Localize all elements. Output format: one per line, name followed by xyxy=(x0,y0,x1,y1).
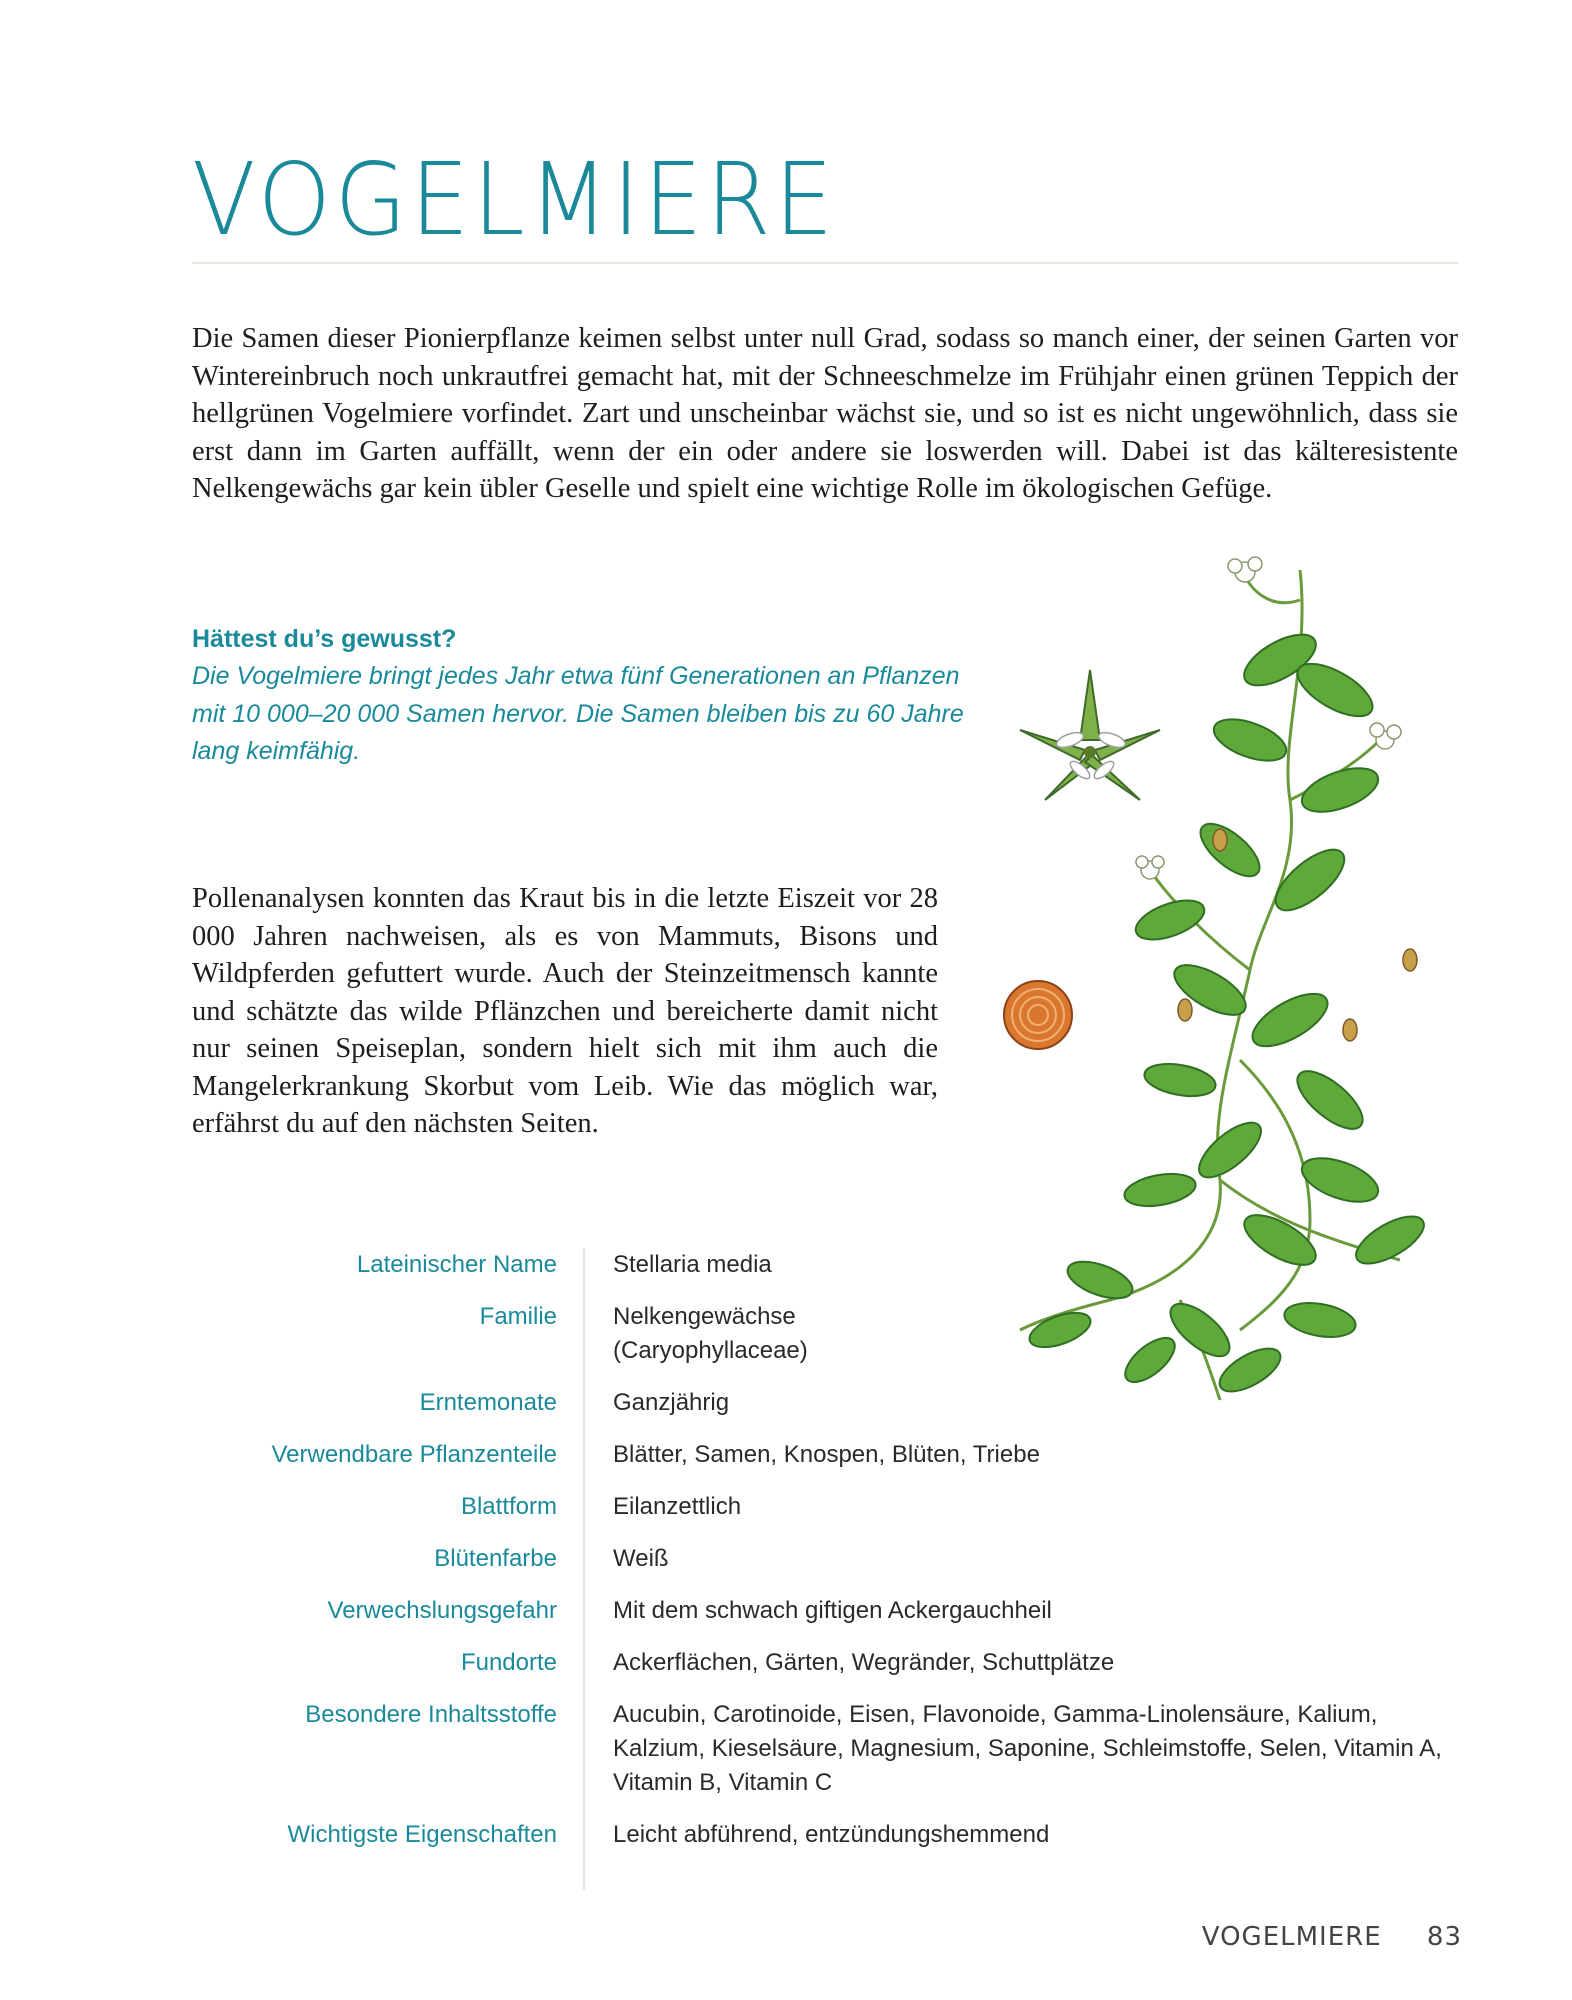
profile-row xyxy=(192,1248,1472,1282)
profile-row xyxy=(192,1542,1472,1576)
profile-label: Verwendbare Pflanzenteile xyxy=(271,1441,557,1468)
profile-label: Fundorte xyxy=(460,1649,557,1676)
profile-value: Eilanzettlich xyxy=(613,1493,742,1520)
profile-value: Leicht abführend, entzündungshemmend xyxy=(613,1821,1050,1848)
profile-row xyxy=(192,1490,1472,1524)
flower-detail-illustration xyxy=(1000,660,1180,830)
page-title: VOGELMIERE xyxy=(192,141,837,258)
profile-value: Aucubin, Carotinoide, Eisen, Flavonoide, Gamma-Linolensäure, Kalium, Kalzium, Kieselsäure, Magnesium, Saponine, Schleimstoffe, Selen, Vitamin A, Vitamin B, Vitamin C xyxy=(613,1701,1442,1796)
profile-row xyxy=(192,1438,1472,1472)
profile-row xyxy=(192,1646,1472,1680)
profile-value: Weiß xyxy=(613,1545,669,1572)
profile-label: Erntemonate xyxy=(419,1389,557,1416)
profile-value: Mit dem schwach giftigen Ackergauchheil xyxy=(613,1597,1052,1624)
profile-row xyxy=(192,1386,1472,1420)
profile-value: Ackerflächen, Gärten, Wegränder, Schuttplätze xyxy=(613,1649,1115,1676)
fact-box xyxy=(192,620,992,771)
profile-row xyxy=(192,1594,1472,1628)
profile-label: Besondere Inhaltsstoffe xyxy=(305,1701,557,1728)
profile-row xyxy=(192,1300,1472,1368)
seed-illustration xyxy=(998,975,1078,1055)
profile-label: Blattform xyxy=(460,1493,557,1520)
profile-row xyxy=(192,1818,1472,1852)
profile-label: Familie xyxy=(479,1303,557,1330)
fact-title: Hättest du’s gewusst? xyxy=(192,625,457,653)
profile-value: Stellaria media xyxy=(613,1251,772,1278)
page-footer xyxy=(1202,1922,1462,1952)
profile-value: Nelkengewächse (Caryophyllaceae) xyxy=(613,1303,808,1364)
profile-label: Blütenfarbe xyxy=(434,1545,557,1572)
profile-label: Wichtigste Eigenschaften xyxy=(287,1821,557,1848)
profile-value: Blätter, Samen, Knospen, Blüten, Triebe xyxy=(613,1441,1040,1468)
profile-value: Ganzjährig xyxy=(613,1389,730,1416)
plant-profile-table xyxy=(192,1248,1472,1870)
page-number: 83 xyxy=(1426,1922,1462,1952)
profile-label: Lateinischer Name xyxy=(356,1251,557,1278)
footer-section: VOGELMIERE xyxy=(1201,1922,1382,1952)
title-rule xyxy=(192,262,1458,264)
intro-paragraph: Die Samen dieser Pionierpflanze keimen selbst unter null Grad, sodass so manch einer, der seinen Garten vor Wintereinbruch noch unkrautfrei gemacht hat, mit der Schneeschmelze im Frühjahr einen grünen Teppich der hellgrünen Vogelmiere vorfindet. Zart und unscheinbar wächst sie, und so ist es nicht ungewöhnlich, dass sie erst dann im Garten auffällt, wenn der ein oder andere sie loswerden will. Dabei ist das kälteresistente Nelkengewächs gar kein übler Geselle und spielt eine wichtige Rolle im ökologischen Gefüge. xyxy=(192,323,1458,504)
profile-row xyxy=(192,1698,1472,1800)
profile-label: Verwechslungsgefahr xyxy=(327,1597,557,1624)
fact-text: Die Vogelmiere bringt jedes Jahr etwa fünf Generationen an Pflanzen mit 10 000–20 000 Samen hervor. Die Samen bleiben bis zu 60 Jahre lang keimfähig. xyxy=(192,662,964,765)
body-paragraph: Pollenanalysen konnten das Kraut bis in die letzte Eiszeit vor 28 000 Jahren nachweisen, als es von Mammuts, Bisons und Wildpferden gefuttert wurde. Auch der Steinzeitmensch kannte und schätzte das wilde Pflänzchen und bereicherte damit nicht nur seinen Speiseplan, sondern hielt sich mit ihm auch die Mangelerkrankung Skorbut vom Leib. Wie das möglich war, erfährst du auf den nächsten Seiten. xyxy=(192,883,938,1139)
